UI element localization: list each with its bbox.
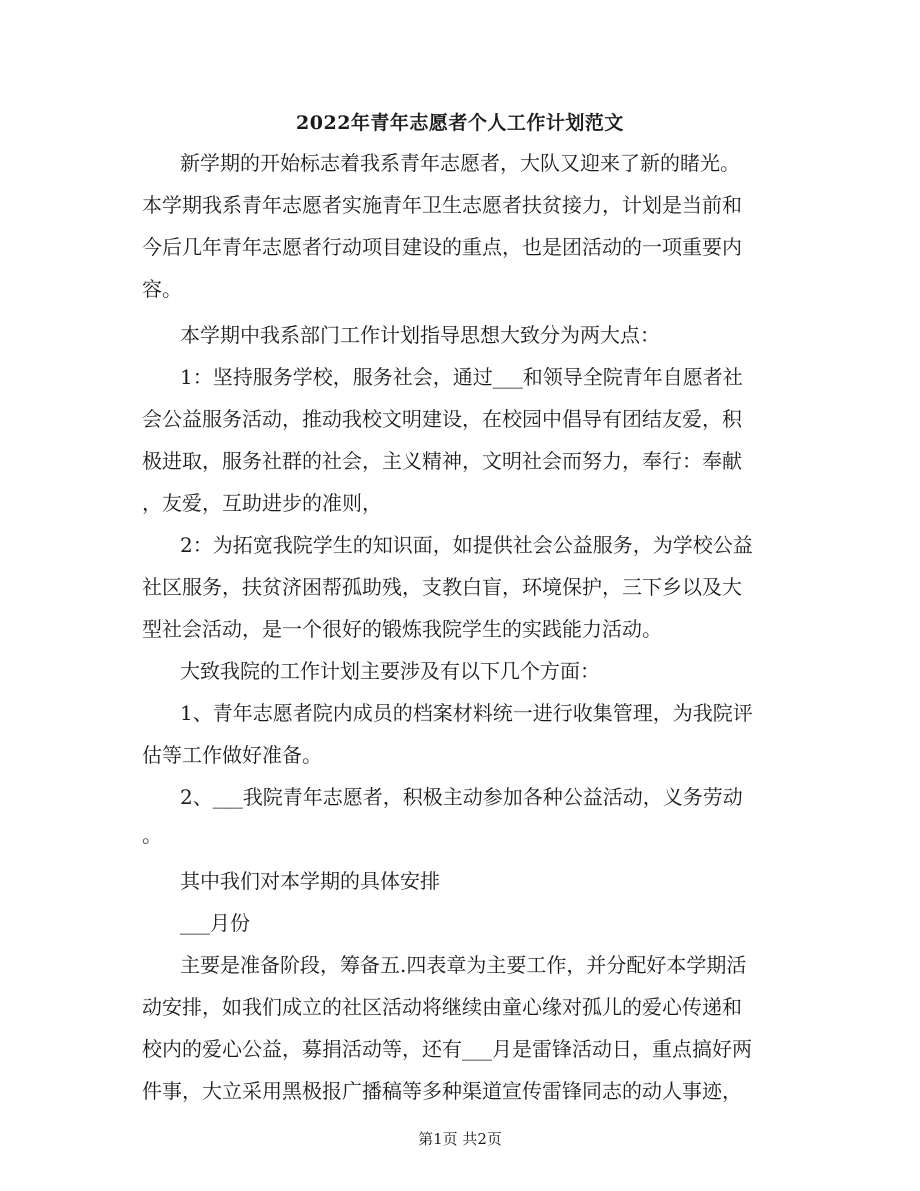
text-line: 校内的爱心公益，募捐活动等，还有___月是雷锋活动日，重点搞好两 bbox=[142, 1037, 752, 1061]
text-line: 今后几年青年志愿者行动项目建设的重点，也是团活动的一项重要内 bbox=[142, 235, 742, 259]
text-line: 本学期中我系部门工作计划指导思想大致分为两大点： bbox=[180, 323, 660, 347]
text-line: 新学期的开始标志着我系青年志愿者，大队又迎来了新的睹光。 bbox=[180, 151, 740, 175]
text-line: 1：坚持服务学校，服务社会，通过___和领导全院青年自愿者社 bbox=[180, 365, 743, 389]
text-line: 本学期我系青年志愿者实施青年卫生志愿者扶贫接力，计划是当前和 bbox=[142, 193, 742, 217]
text-line: 社区服务，扶贫济困帮孤助残，支教白盲，环境保护，三下乡以及大 bbox=[142, 575, 742, 599]
text-line: 主要是准备阶段，筹备五.四表章为主要工作，并分配好本学期活 bbox=[180, 953, 747, 977]
text-line: 估等工作做好准备。 bbox=[142, 743, 322, 767]
text-line: 2：为拓宽我院学生的知识面，如提供社会公益服务，为学校公益 bbox=[180, 533, 753, 557]
text-line: 极进取，服务社群的社会，主义精神，文明社会而努力，奉行：奉献 bbox=[142, 449, 742, 473]
text-line: 件事，大立采用黑极报广播稿等多种渠道宣传雷锋同志的动人事迹， bbox=[142, 1079, 742, 1103]
text-line: 型社会活动，是一个很好的锻炼我院学生的实践能力活动。 bbox=[142, 617, 662, 641]
document-title: 2022年青年志愿者个人工作计划范文 bbox=[296, 112, 624, 134]
text-line: ___月份 bbox=[180, 911, 250, 935]
text-line: 大致我院的工作计划主要涉及有以下几个方面： bbox=[180, 659, 600, 683]
text-line: 2、___我院青年志愿者，积极主动参加各种公益活动，义务劳动 bbox=[180, 785, 743, 809]
text-line: 其中我们对本学期的具体安排 bbox=[180, 869, 440, 893]
text-line: 会公益服务活动，推动我校文明建设，在校园中倡导有团结友爱，积 bbox=[142, 407, 742, 431]
text-line: 1、青年志愿者院内成员的档案材料统一进行收集管理，为我院评 bbox=[180, 701, 753, 725]
page-number: 第1页 共2页 bbox=[418, 1130, 502, 1148]
text-line: 容。 bbox=[142, 277, 182, 301]
text-line: ，友爱，互助进步的准则， bbox=[142, 491, 382, 515]
text-line: 动安排，如我们成立的社区活动将继续由童心缘对孤儿的爱心传递和 bbox=[142, 995, 742, 1019]
text-line: 。 bbox=[142, 823, 162, 847]
